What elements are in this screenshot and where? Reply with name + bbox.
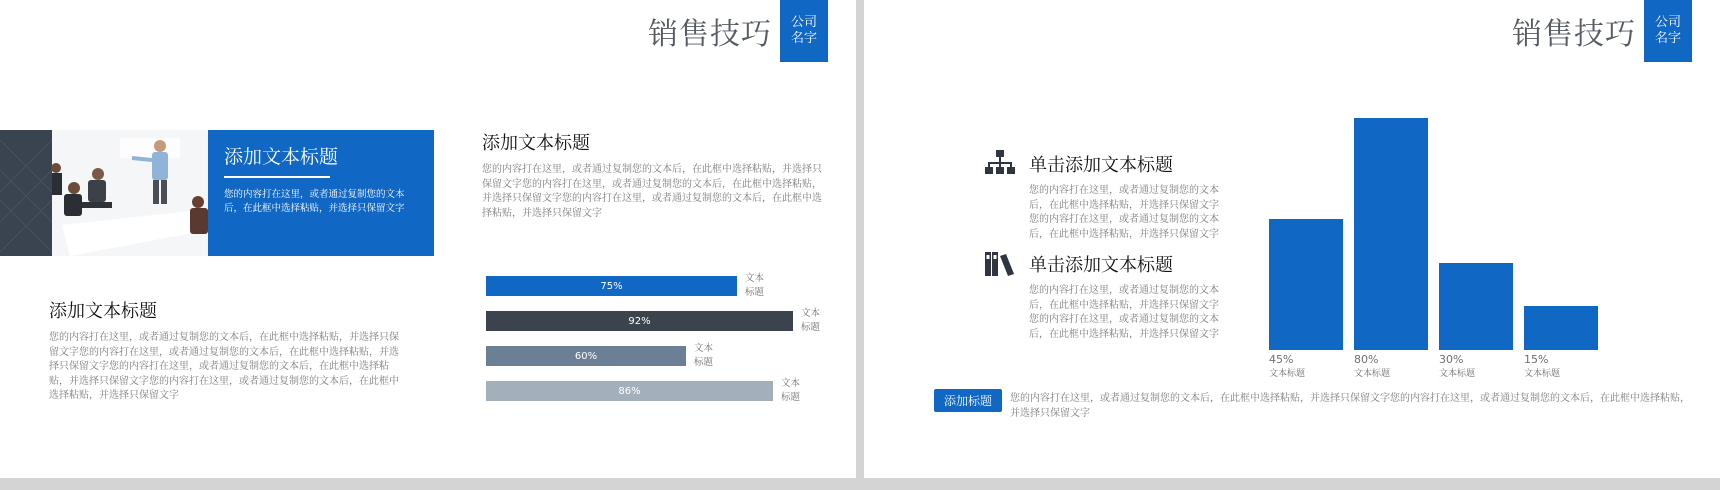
meeting-photo-illustration [0, 130, 208, 256]
left-block-heading: 添加文本标题 [49, 301, 157, 322]
right-block-body: 您的内容打在这里，或者通过复制您的文本后，在此框中选择粘贴，并选择只保留文字您的内容打在这里，或者通过复制您的文本后，在此框中选择粘贴，并选择只保留文字您的内容打在这里，或者通过复制您的文本后，在此框中选择粘贴，并选择只保留文字 [482, 164, 822, 219]
column-value-label: 45% [1269, 353, 1294, 366]
column-value-label: 15% [1524, 353, 1549, 366]
progress-bar: 92% [486, 311, 793, 331]
column-bar [1354, 118, 1428, 350]
slide-title: 销售技巧 [1512, 17, 1636, 52]
slide-right [864, 0, 1720, 478]
slide-header [648, 0, 828, 62]
highlight-card [208, 130, 434, 256]
card-body: 您的内容打在这里，或者通过复制您的文本后，在此框中选择粘贴，并选择只保留文字 [224, 189, 405, 214]
column-bar [1269, 219, 1343, 350]
card-title: 添加文本标题 [224, 146, 339, 168]
binders-icon [984, 250, 1016, 278]
column-bar [1524, 306, 1598, 350]
column-value-label: 30% [1439, 353, 1464, 366]
add-title-button[interactable]: 添加标题 [934, 389, 1002, 412]
slide-header [1512, 0, 1692, 62]
column-category-label: 文本标题 [1439, 369, 1476, 379]
column-bar [1439, 263, 1513, 350]
progress-bar-label: 文本标题 [801, 308, 821, 333]
meeting-photo [0, 130, 208, 256]
column-value-label: 80% [1354, 353, 1379, 366]
item-title-2: 单击添加文本标题 [1029, 255, 1173, 276]
company-name-box: 公司名字 [1644, 0, 1692, 62]
progress-bar: 60% [486, 346, 686, 366]
column-category-label: 文本标题 [1354, 369, 1391, 379]
slide-title: 销售技巧 [648, 17, 772, 52]
item-body-2: 您的内容打在这里，或者通过复制您的文本后，在此框中选择粘贴，并选择只保留文字您的内容打在这里，或者通过复制您的文本后，在此框中选择粘贴，并选择只保留文字 [1029, 285, 1219, 340]
item-body-1: 您的内容打在这里，或者通过复制您的文本后，在此框中选择粘贴，并选择只保留文字您的内容打在这里，或者通过复制您的文本后，在此框中选择粘贴，并选择只保留文字 [1029, 185, 1219, 240]
footer-body: 您的内容打在这里，或者通过复制您的文本后，在此框中选择粘贴，并选择只保留文字您的内容打在这里，或者通过复制您的文本后，在此框中选择粘贴，并选择只保留文字 [1010, 393, 1690, 419]
org-chart-icon [984, 150, 1016, 178]
right-block-heading: 添加文本标题 [482, 133, 590, 154]
column-category-label: 文本标题 [1524, 369, 1561, 379]
progress-bar: 75% [486, 276, 737, 296]
column-category-label: 文本标题 [1269, 369, 1306, 379]
company-name-box: 公司名字 [780, 0, 828, 62]
progress-bar: 86% [486, 381, 773, 401]
left-block-body: 您的内容打在这里，或者通过复制您的文本后，在此框中选择粘贴，并选择只保留文字您的内容打在这里，或者通过复制您的文本后，在此框中选择粘贴，并选择只保留文字您的内容打在这里，或者通过复制您的文本后，在此框中选择粘贴，并选择只保留文字您的内容打在这里，或者通过复制您的文本后，在此框中选择粘贴，并选择只保留文字 [49, 332, 399, 401]
progress-bar-label: 文本标题 [694, 343, 714, 368]
progress-bar-label: 文本标题 [745, 273, 765, 298]
item-title-1: 单击添加文本标题 [1029, 155, 1173, 176]
card-divider [224, 176, 330, 178]
slide-left [0, 0, 856, 478]
progress-bar-label: 文本标题 [781, 378, 801, 403]
